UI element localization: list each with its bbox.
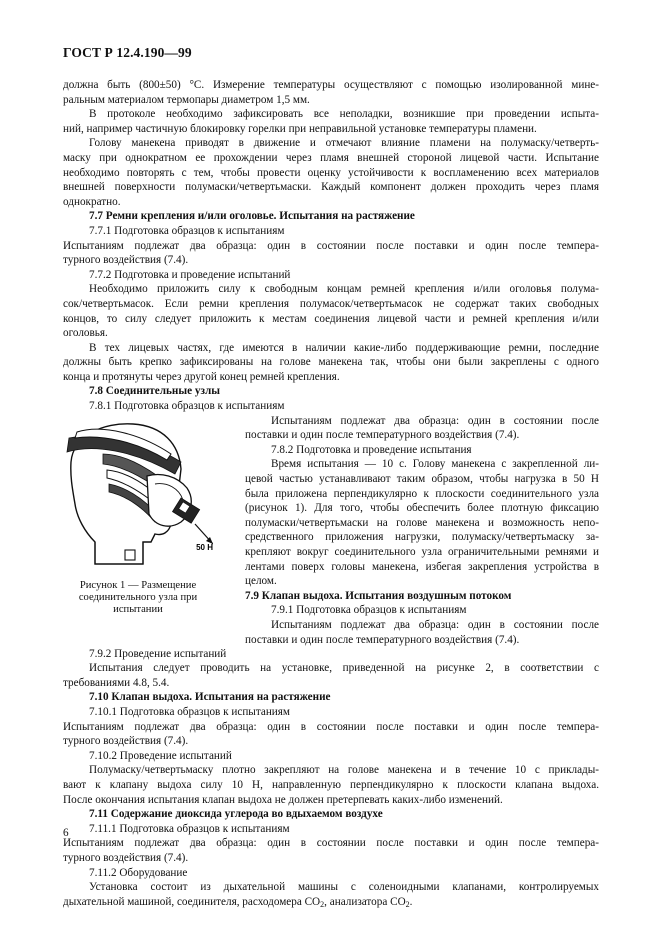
text-line: Установка состоит из дыхательной машины с соленоидными клапанами, контролируемых	[89, 881, 599, 894]
document-header: ГОСТ Р 12.4.190—99	[63, 45, 192, 60]
subsection-heading: 7.10.2 Проведение испытаний	[89, 749, 232, 762]
subsection-heading: 7.7.1 Подготовка образцов к испытаниям	[89, 224, 285, 237]
text-line: крепляют вокруг соединительного узла ограничительными ремнями и	[245, 546, 599, 558]
subsection-heading: 7.11.2 Оборудование	[89, 866, 188, 879]
page-number: 6	[63, 827, 69, 839]
subsection-heading: 7.9.1 Подготовка образцов к испытаниям	[271, 604, 467, 617]
text-line: поставки и один после температурного воздействия (7.4).	[245, 633, 520, 646]
text-line: сок/четвертьмасок. Если ремни крепления полумасок/четвертьмасок не содержат таких свободных	[63, 297, 599, 310]
text-line: (рисунок 1). Для того, чтобы обеспечить более плотную фиксацию	[245, 502, 599, 515]
text-line: была приложена перпендикулярно к плоскости соединительного узла	[245, 487, 599, 500]
text-line: Голову манекена приводят в движение и отмечают влияние пламени на полумаску/четверть-	[89, 137, 599, 150]
section-heading: 7.11 Содержание диоксида углерода во вдыхаемом воздухе	[89, 808, 383, 821]
text-line: Время испытания — 10 с. Голову манекена с закрепленной ли-	[271, 458, 599, 471]
subscript: 2	[320, 899, 325, 909]
text-line: однократно.	[63, 195, 121, 208]
text-line: требованиями 4.8, 5.4.	[63, 676, 170, 689]
subsection-heading: 7.7.2 Подготовка и проведение испытаний	[89, 268, 291, 281]
text-line: внешней поверхности полумаски/четвертьмаски. Каждый компонент должен проходить через пламя	[63, 181, 599, 194]
text-line: В протоколе необходимо зафиксировать все неполадки, возникшие при проведении испыта-	[89, 108, 599, 121]
section-heading: 7.7 Ремни крепления и/или оголовье. Испытания на растяжение	[89, 210, 415, 223]
subsection-heading: 7.8.2 Подготовка и проведение испытания	[271, 443, 472, 456]
force-label: 50 Н	[196, 542, 213, 552]
text-line: средственного приложения нагрузки, полумаску/четвертьмаску за-	[245, 531, 599, 544]
text-line: маску при однократном ее прохождении через пламя внешней стороной лицевой части. Испытание	[63, 151, 599, 164]
text-line: Испытаниям подлежат два образца: один в состоянии после поставки и один после темпера-	[63, 720, 599, 733]
text-line: Испытаниям подлежат два образца: один в состоянии после поставки и один после темпера-	[63, 239, 599, 252]
right-column-text	[245, 414, 599, 648]
subsection-heading: 7.10.1 Подготовка образцов к испытаниям	[89, 706, 291, 719]
text-line: Испытаниям подлежат два образца: один в состоянии после поставки и один после темпера-	[63, 837, 599, 850]
text-line: турного воздействия (7.4).	[63, 254, 189, 267]
text-line: цевой частью устанавливают таким образом, чтобы нагрузка в 50 Н	[245, 473, 599, 486]
text-line: необходимо повторять с тем, чтобы провести оценку устойчивости к воспламенению всех материалов	[63, 166, 599, 179]
text-segment: .	[409, 895, 413, 908]
document-body	[63, 78, 599, 909]
section-heading: 7.9 Клапан выдоха. Испытания воздушным потоком	[245, 589, 512, 602]
text-line: поставки и один после температурного воздействия (7.4).	[245, 429, 520, 442]
text-line: После окончания испытания клапан выдоха не должен претерпевать каких-либо изменений.	[63, 793, 503, 806]
text-line: лентами поверх головы манекена, избегая закрепления устройства в	[245, 560, 599, 573]
figure-1	[63, 414, 213, 579]
text-line: Необходимо приложить силу к свободным концам ремней крепления и/или оголовья полума-	[89, 283, 599, 296]
text-line: конца и протянуты через другой конец ремней крепления.	[63, 370, 340, 383]
text-segment: дыхательной машиной, соединителя, расходомера CO	[63, 895, 321, 908]
text-line: Испытаниям подлежат два образца: один в состоянии после	[271, 618, 599, 631]
text-line: турного воздействия (7.4).	[63, 735, 189, 748]
subsection-heading: 7.8.1 Подготовка образцов к испытаниям	[89, 400, 285, 413]
text-line: вают к клапану выдоха силу 10 Н, направленную перпендикулярно к плоскости клапана выдоха.	[63, 779, 599, 791]
subscript: 2	[405, 899, 410, 909]
text-line: Полумаску/четвертьмаску плотно закрепляют на голове манекена и в течение 10 с приклады-	[89, 764, 599, 777]
figure-caption: Рисунок 1 — Размещение соединительного узла при испытании	[78, 579, 198, 616]
text-line: концов, то силу следует приложить к местам соединения лицевой части и ремней крепления и/или	[63, 312, 599, 325]
text-line: ний, например частичную блокировку горелки при неправильной установке температуры пламени.	[63, 122, 537, 135]
text-segment: , анализатора CO	[324, 895, 406, 908]
text-line	[63, 895, 599, 910]
text-line: В тех лицевых частях, где имеются в наличии какие-либо поддерживающие ремни, последние	[89, 341, 599, 354]
text-line: турного воздействия (7.4).	[63, 851, 189, 864]
subsection-heading: 7.9.2 Проведение испытаний	[89, 647, 227, 660]
text-line: должна быть (800±50) °С. Измерение температуры осуществляют с помощью изолированной мине-	[63, 79, 599, 91]
figure-with-text	[63, 414, 599, 647]
mannequin-head-figure	[63, 414, 213, 574]
text-line: ральным материалом термопары диаметром 1,5 мм.	[63, 93, 310, 106]
text-line: Испытания следует проводить на установке, приведенной на рисунке 2, в соответствии с	[89, 662, 599, 675]
section-heading: 7.8 Соединительные узлы	[89, 385, 220, 398]
section-heading: 7.10 Клапан выдоха. Испытания на растяжение	[89, 691, 331, 704]
text-line: целом.	[245, 575, 277, 588]
text-line: должны быть крепко зафиксированы на голове манекена так, чтобы они были закреплены с одного	[63, 356, 599, 369]
text-line: Испытаниям подлежат два образца: один в состоянии после	[271, 414, 599, 427]
subsection-heading: 7.11.1 Подготовка образцов к испытаниям	[89, 822, 290, 835]
text-line: полумаски/четвертьмаски на голове манекена и возможность непо-	[245, 516, 599, 529]
text-line: оголовья.	[63, 327, 108, 340]
